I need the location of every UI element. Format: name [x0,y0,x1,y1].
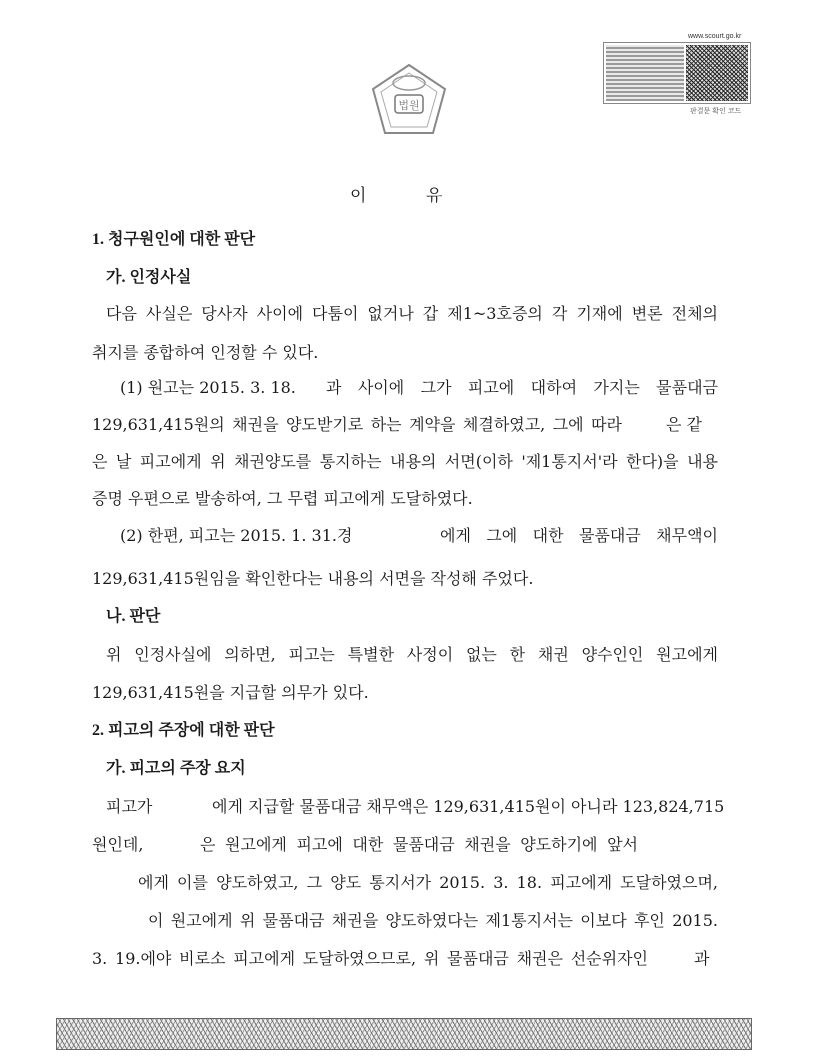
paragraph-line: 피고가 [106,797,153,816]
paragraph-line: 위 인정사실에 의하면, 피고는 특별한 사정이 없는 한 채권 양수인인 원고에게 [106,645,718,664]
paragraph-line: 원인데, [92,835,144,854]
paragraph-line: 129,631,415원임을 확인한다는 내용의 서면을 작성해 주었다. [92,569,534,588]
section1-heading: 1. 청구원인에 대한 판단 [92,231,256,248]
paragraph-line: 129,631,415원을 지급할 의무가 있다. [92,683,369,702]
paragraph-line: 다음 사실은 당사자 사이에 다툼이 없거나 갑 제1~3호증의 각 기재에 변론 전체의 [106,304,718,323]
paragraph-line: 과 [694,949,710,968]
verification-caption: 판결문 확인 코드 [690,108,742,115]
section2-sub-a: 가. 피고의 주장 요지 [106,760,246,777]
paragraph-line: 과 사이에 그가 피고에 대하여 가지는 물품대금 [326,378,718,397]
paragraph-line: (1) 원고는 2015. 3. 18. [120,378,296,397]
paragraph-line: 3. 19.에야 비로소 피고에게 도달하였으므로, 위 물품대금 채권은 선순위자인 [92,949,648,968]
title-char-2: 유 [426,186,443,206]
title-char-1: 이 [350,186,367,206]
security-pattern [606,45,684,101]
paragraph-line: 은 날 피고에게 위 채권양도를 통지하는 내용의 서면(이하 '제1통지서'라 한다)을 내용 [92,452,718,471]
court-seal-icon [369,61,449,139]
court-url: www.scourt.go.kr [688,33,742,40]
security-strip [56,1018,752,1050]
paragraph-line: 에게 지급할 물품대금 채무액은 129,631,415원이 아니라 123,824,715 [212,797,725,816]
paragraph-line: 이 원고에게 위 물품대금 채권을 양도하였다는 제1통지서는 이보다 후인 2015. [148,911,718,930]
paragraph-line: 증명 우편으로 발송하여, 그 무렵 피고에게 도달하였다. [92,489,473,508]
qr-code-icon [686,45,748,101]
paragraph-line: 은 같 [666,415,702,434]
seal-text: 법원 [398,99,420,112]
section2-heading: 2. 피고의 주장에 대한 판단 [92,722,275,739]
section1-sub-a: 가. 인정사실 [106,269,192,286]
paragraph-line: 129,631,415원의 채권을 양도받기로 하는 계약을 체결하였고, 그에 따라 [92,415,622,434]
section1-sub-b: 나. 판단 [106,608,161,625]
paragraph-line: 은 원고에게 피고에 대한 물품대금 채권을 양도하기에 앞서 [200,835,638,854]
paragraph-line: 에게 이를 양도하였고, 그 양도 통지서가 2015. 3. 18. 피고에게 도달하였으며, [138,873,718,892]
verification-code-box [603,42,751,104]
paragraph-line: (2) 한편, 피고는 2015. 1. 31.경 [120,526,353,545]
paragraph-line: 취지를 종합하여 인정할 수 있다. [92,343,319,362]
paragraph-line: 에게 그에 대한 물품대금 채무액이 [440,526,718,545]
